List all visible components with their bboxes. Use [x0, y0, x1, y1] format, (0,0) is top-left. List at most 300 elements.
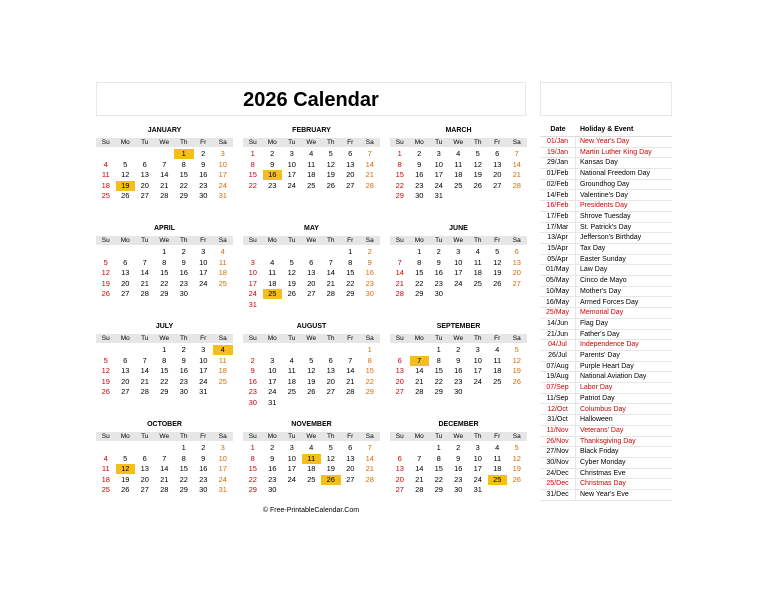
day-cell: 25	[493, 376, 502, 386]
day-cell: 14	[415, 366, 424, 375]
day-cell: 24	[218, 180, 227, 190]
month-name: JUNE	[449, 225, 468, 232]
day-cell: 1	[162, 247, 167, 256]
holiday-date: 11/Nov	[540, 426, 576, 437]
weekday-label: Su	[101, 335, 110, 342]
day-cell: 7	[142, 257, 147, 267]
day-cell: 5	[123, 453, 128, 463]
holiday-date: 25/Dec	[540, 479, 576, 490]
holiday-date: 14/Feb	[540, 191, 576, 202]
weekday-header-row	[96, 236, 233, 245]
day-cell: 9	[270, 159, 275, 169]
day-cell: 15	[415, 268, 424, 277]
day-cell: 2	[181, 345, 186, 354]
day-cell: 3	[456, 247, 461, 256]
day-cell: 27	[140, 485, 149, 494]
day-cell: 10	[473, 355, 482, 365]
day-cell: 24	[473, 376, 482, 386]
day-cell: 25	[307, 180, 316, 190]
day-cell: 12	[326, 453, 335, 463]
day-cell: 13	[493, 159, 502, 169]
day-cell: 2	[417, 149, 422, 158]
weekday-label: Fr	[494, 237, 501, 244]
day-cell: 4	[103, 159, 108, 169]
holiday-date: 19/Aug	[540, 372, 576, 383]
day-cell: 17	[218, 170, 227, 179]
day-cell: 30	[365, 289, 374, 298]
holiday-event: Armed Forces Day	[580, 298, 639, 306]
day-cell: 16	[199, 170, 208, 179]
day-cell: 31	[199, 387, 208, 396]
day-cell: 14	[160, 464, 169, 473]
day-cell: 5	[103, 355, 108, 365]
day-cell: 12	[101, 366, 110, 375]
day-cell: 21	[140, 278, 149, 288]
day-cell: 15	[365, 366, 374, 375]
weekday-label: Th	[326, 237, 335, 244]
holiday-row	[540, 330, 672, 341]
day-cell: 13	[326, 366, 335, 375]
day-cell: 22	[415, 278, 424, 288]
day-cell: 1	[348, 247, 353, 256]
day-cell: 22	[395, 180, 404, 190]
holiday-day-cell: 1	[174, 149, 194, 159]
holiday-event: New Year's Eve	[580, 491, 629, 499]
day-cell: 8	[162, 355, 167, 365]
day-cell: 21	[160, 474, 169, 484]
day-cell: 9	[367, 257, 372, 267]
holiday-date: 01/May	[540, 265, 576, 276]
month-name: JULY	[155, 323, 174, 330]
day-cell: 18	[287, 376, 296, 386]
day-cell: 4	[456, 149, 461, 158]
weekday-label: Th	[179, 433, 188, 440]
holiday-row	[540, 212, 672, 223]
month-july	[96, 322, 233, 402]
day-cell: 24	[473, 474, 482, 484]
day-cell: 5	[309, 355, 314, 365]
day-cell: 11	[493, 453, 502, 463]
holiday-row	[540, 447, 672, 458]
day-cell: 11	[101, 170, 110, 179]
weekday-label: Tu	[288, 237, 296, 244]
day-cell: 17	[199, 268, 208, 277]
day-cell: 18	[101, 180, 110, 190]
day-cell: 30	[199, 485, 208, 494]
holiday-row	[540, 351, 672, 362]
weekday-label: Fr	[200, 335, 207, 342]
day-cell: 7	[514, 149, 519, 158]
day-cell: 10	[199, 355, 208, 365]
holiday-day-cell: 19	[116, 181, 136, 191]
day-cell: 28	[365, 474, 374, 484]
month-name: MAY	[304, 225, 319, 232]
day-cell: 27	[121, 387, 130, 396]
day-cell: 14	[140, 268, 149, 277]
month-august	[243, 322, 380, 407]
holiday-event: Independence Day	[580, 341, 639, 349]
day-cell: 18	[473, 268, 482, 277]
day-cell: 23	[248, 387, 257, 396]
day-cell: 5	[495, 247, 500, 256]
day-cell: 3	[270, 355, 275, 365]
holiday-row	[540, 191, 672, 202]
holiday-event: Jefferson's Birthday	[580, 234, 642, 242]
weekday-label: Mo	[267, 139, 277, 146]
day-cell: 20	[121, 376, 130, 386]
holiday-date: 25/May	[540, 308, 576, 319]
day-cell: 25	[473, 278, 482, 288]
weekday-label: Sa	[365, 335, 374, 342]
day-cell: 19	[512, 366, 521, 375]
day-cell: 16	[268, 464, 277, 473]
weekday-label: Th	[473, 433, 482, 440]
weekday-header-row	[243, 432, 380, 441]
holiday-event: New Year's Day	[580, 138, 630, 145]
day-cell: 1	[397, 149, 402, 158]
day-cell: 26	[121, 191, 130, 200]
day-cell: 13	[140, 464, 149, 473]
day-cell: 28	[140, 289, 149, 298]
day-cell: 12	[307, 366, 316, 375]
month-name: APRIL	[154, 225, 175, 232]
day-cell: 29	[160, 289, 169, 298]
day-cell: 13	[140, 170, 149, 179]
day-cell: 17	[434, 170, 443, 179]
day-cell: 29	[434, 387, 443, 396]
day-cell: 26	[512, 376, 521, 386]
day-cell: 17	[268, 376, 277, 386]
day-cell: 15	[434, 464, 443, 473]
day-cell: 21	[415, 474, 424, 484]
day-cell: 9	[270, 453, 275, 463]
weekday-label: Th	[326, 139, 335, 146]
day-cell: 3	[220, 149, 225, 158]
month-january	[96, 126, 233, 206]
holiday-event-header: Holiday & Event	[580, 126, 634, 133]
day-cell: 18	[454, 170, 463, 179]
weekday-label: Mo	[120, 335, 130, 342]
weekday-label: Tu	[288, 433, 296, 440]
day-cell: 22	[160, 278, 169, 288]
holiday-row	[540, 469, 672, 480]
day-cell: 9	[201, 159, 206, 169]
day-cell: 25	[101, 191, 110, 200]
day-cell: 26	[101, 289, 110, 298]
day-cell: 18	[307, 170, 316, 179]
day-cell: 14	[365, 159, 374, 169]
weekday-header-row	[243, 236, 380, 245]
weekday-label: Tu	[435, 335, 443, 342]
holiday-event: Groundhog Day	[580, 180, 630, 188]
holiday-row	[540, 180, 672, 191]
day-cell: 27	[140, 191, 149, 200]
day-cell: 21	[160, 180, 169, 190]
day-cell: 2	[181, 247, 186, 256]
day-cell: 25	[218, 376, 227, 386]
weekday-label: Sa	[512, 139, 521, 146]
day-cell: 24	[287, 180, 296, 190]
weekday-label: Tu	[141, 433, 149, 440]
holiday-event: Law Day	[580, 266, 608, 274]
holiday-row	[540, 276, 672, 287]
day-cell: 23	[434, 278, 443, 288]
weekday-label: Mo	[414, 139, 424, 146]
weekday-label: We	[453, 139, 464, 146]
weekday-label: Fr	[347, 335, 354, 342]
weekday-label: We	[159, 335, 170, 342]
holiday-row	[540, 340, 672, 351]
day-cell: 9	[181, 355, 186, 365]
day-cell: 23	[365, 278, 374, 288]
holiday-row	[540, 415, 672, 426]
day-cell: 1	[367, 345, 372, 354]
day-cell: 28	[140, 387, 149, 396]
title-box	[96, 82, 526, 116]
holiday-event: Parents' Day	[580, 352, 620, 359]
day-cell: 8	[367, 355, 372, 365]
day-cell: 23	[415, 180, 424, 190]
day-cell: 13	[395, 464, 404, 473]
day-cell: 27	[493, 180, 502, 190]
day-cell: 31	[218, 191, 227, 200]
day-cell: 26	[512, 474, 521, 484]
day-cell: 14	[140, 366, 149, 375]
weekday-label: Th	[326, 433, 335, 440]
weekday-label: Fr	[200, 139, 207, 146]
day-cell: 1	[436, 345, 441, 354]
day-cell: 12	[512, 453, 521, 463]
holiday-date: 16/Feb	[540, 201, 576, 212]
day-cell: 5	[514, 443, 519, 452]
holiday-event: Columbus Day	[580, 405, 626, 413]
holiday-day-cell: 16	[263, 170, 283, 180]
day-cell: 3	[289, 443, 294, 452]
day-cell: 9	[201, 453, 206, 463]
day-cell: 10	[287, 159, 296, 169]
day-cell: 19	[307, 376, 316, 386]
holiday-event: Labor Day	[580, 384, 613, 392]
day-cell: 24	[248, 289, 257, 298]
holiday-day-cell: 25	[488, 475, 508, 485]
day-cell: 13	[307, 268, 316, 277]
weekday-label: Mo	[120, 237, 130, 244]
day-cell: 1	[250, 149, 255, 158]
day-cell: 3	[220, 443, 225, 452]
day-cell: 3	[475, 345, 480, 354]
day-cell: 15	[160, 366, 169, 375]
day-cell: 13	[121, 366, 130, 375]
day-cell: 23	[454, 376, 463, 386]
holiday-date: 17/Mar	[540, 223, 576, 234]
day-cell: 23	[454, 474, 463, 484]
holiday-date: 12/Oct	[540, 405, 576, 416]
holiday-date: 30/Nov	[540, 458, 576, 469]
holiday-row	[540, 426, 672, 437]
day-cell: 28	[346, 387, 355, 396]
day-cell: 9	[250, 366, 255, 375]
weekday-label: Su	[395, 335, 404, 342]
day-cell: 1	[162, 345, 167, 354]
day-cell: 20	[395, 474, 404, 484]
day-cell: 30	[248, 397, 257, 407]
day-cell: 29	[179, 191, 188, 200]
day-cell: 5	[103, 257, 108, 267]
holiday-day-cell: 12	[116, 464, 136, 474]
day-cell: 20	[346, 464, 355, 473]
holiday-date: 26/Jul	[540, 351, 576, 362]
day-cell: 21	[365, 170, 374, 179]
weekday-label: Fr	[200, 237, 207, 244]
day-cell: 10	[287, 453, 296, 463]
holiday-date: 27/Nov	[540, 447, 576, 458]
day-cell: 15	[395, 170, 404, 179]
day-cell: 25	[454, 180, 463, 190]
day-cell: 15	[160, 268, 169, 277]
day-cell: 20	[512, 268, 521, 277]
weekday-label: Mo	[414, 335, 424, 342]
day-cell: 18	[218, 366, 227, 375]
day-cell: 7	[142, 355, 147, 365]
day-cell: 6	[142, 453, 147, 463]
day-cell: 19	[512, 464, 521, 473]
holiday-date-header: Date	[550, 126, 566, 133]
day-cell: 22	[179, 474, 188, 484]
weekday-label: Su	[395, 433, 404, 440]
day-cell: 21	[512, 170, 521, 179]
day-cell: 22	[248, 474, 257, 484]
day-cell: 8	[250, 159, 255, 169]
holiday-row	[540, 437, 672, 448]
day-cell: 20	[121, 278, 130, 288]
day-cell: 6	[348, 149, 353, 158]
day-cell: 4	[309, 149, 314, 158]
holiday-event: National Aviation Day	[580, 373, 647, 381]
weekday-label: Th	[179, 237, 188, 244]
day-cell: 7	[417, 453, 422, 463]
holiday-date: 21/Jun	[540, 330, 576, 341]
day-cell: 19	[101, 278, 110, 288]
day-cell: 13	[346, 159, 355, 169]
weekday-label: Mo	[414, 237, 424, 244]
holiday-date: 04/Jul	[540, 340, 576, 351]
day-cell: 19	[121, 474, 130, 484]
day-cell: 18	[268, 278, 277, 288]
day-cell: 10	[199, 257, 208, 267]
day-cell: 28	[415, 485, 424, 494]
month-november	[243, 420, 380, 500]
day-cell: 3	[289, 149, 294, 158]
day-cell: 17	[473, 464, 482, 473]
day-cell: 22	[365, 376, 374, 386]
day-cell: 24	[199, 278, 208, 288]
day-cell: 12	[121, 170, 130, 179]
month-december	[390, 420, 527, 500]
day-cell: 19	[326, 170, 335, 179]
day-cell: 23	[268, 180, 277, 190]
weekday-label: We	[453, 433, 464, 440]
holiday-event: Tax Day	[580, 245, 606, 252]
month-september	[390, 322, 527, 402]
day-cell: 29	[415, 289, 424, 298]
weekday-label: Su	[395, 237, 404, 244]
day-cell: 20	[326, 376, 335, 386]
day-cell: 29	[365, 387, 374, 396]
day-cell: 5	[289, 257, 294, 267]
day-cell: 17	[287, 464, 296, 473]
holiday-event: Cinco de Mayo	[580, 277, 627, 285]
weekday-header-row	[96, 334, 233, 343]
weekday-label: Sa	[218, 237, 227, 244]
weekday-label: Fr	[347, 433, 354, 440]
day-cell: 18	[493, 366, 502, 375]
day-cell: 21	[346, 376, 355, 386]
holiday-event: Patriot Day	[580, 394, 615, 402]
holiday-row	[540, 362, 672, 373]
holiday-event: Black Friday	[580, 448, 619, 456]
weekday-label: Fr	[347, 237, 354, 244]
day-cell: 30	[179, 387, 188, 396]
day-cell: 8	[436, 355, 441, 365]
month-name: NOVEMBER	[291, 421, 332, 428]
day-cell: 26	[287, 289, 296, 298]
day-cell: 29	[160, 387, 169, 396]
day-cell: 16	[454, 464, 463, 473]
day-cell: 11	[454, 159, 463, 169]
day-cell: 2	[367, 247, 372, 256]
holiday-event: Thanksgiving Day	[580, 437, 636, 445]
day-cell: 11	[218, 355, 227, 365]
holiday-row	[540, 490, 672, 501]
day-cell: 3	[201, 345, 206, 354]
holiday-event: Flag Day	[580, 319, 609, 327]
day-cell: 16	[365, 268, 374, 277]
day-cell: 6	[514, 247, 519, 256]
day-cell: 16	[434, 268, 443, 277]
day-cell: 18	[307, 464, 316, 473]
day-cell: 29	[346, 289, 355, 298]
day-cell: 6	[397, 453, 402, 463]
day-cell: 23	[179, 278, 188, 288]
holiday-event: Purple Heart Day	[580, 362, 634, 370]
day-cell: 12	[101, 268, 110, 277]
day-cell: 21	[140, 376, 149, 386]
day-cell: 31	[473, 485, 482, 494]
page-title: 2026 Calendar	[243, 89, 379, 111]
day-cell: 10	[434, 159, 443, 169]
weekday-header-row	[96, 138, 233, 147]
day-cell: 16	[248, 376, 257, 386]
weekday-label: Su	[248, 433, 257, 440]
holiday-event: Easter Sunday	[580, 255, 626, 263]
day-cell: 10	[454, 257, 463, 267]
day-cell: 6	[142, 159, 147, 169]
holiday-day-cell: 11	[302, 454, 322, 464]
day-cell: 29	[248, 485, 257, 494]
holiday-row	[540, 158, 672, 169]
weekday-label: Fr	[200, 433, 207, 440]
day-cell: 15	[179, 170, 188, 179]
holiday-event: Cyber Monday	[580, 459, 626, 466]
day-cell: 14	[160, 170, 169, 179]
day-cell: 18	[493, 464, 502, 473]
weekday-label: We	[159, 433, 170, 440]
day-cell: 31	[434, 191, 443, 200]
day-cell: 7	[328, 257, 333, 267]
weekday-label: Su	[101, 433, 110, 440]
day-cell: 10	[218, 453, 227, 463]
weekday-label: Sa	[512, 335, 521, 342]
